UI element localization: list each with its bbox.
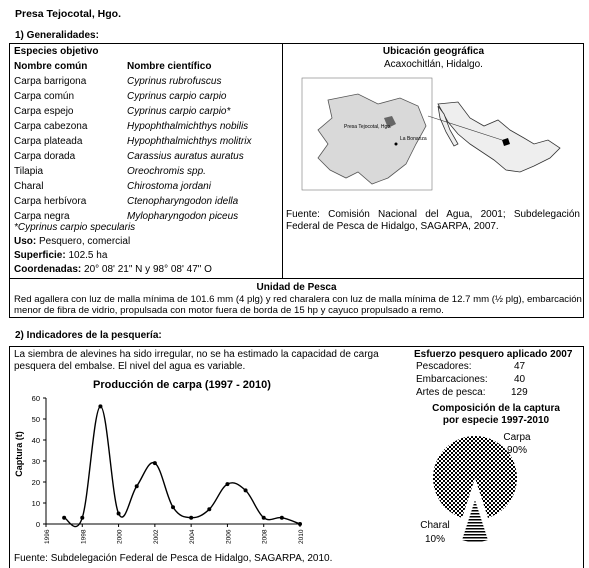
- data-point: [153, 461, 157, 465]
- superficie-label: Superficie:: [14, 250, 66, 261]
- mexico-country-shape: [438, 102, 560, 172]
- effort-value: 129: [511, 387, 528, 398]
- map-source: Fuente: Comisión Nacional del Agua, 2001; Subdelegación Federal de Pesca de Hidalgo, SAGARPA, 2007.: [286, 209, 580, 232]
- y-tick-label: 60: [31, 394, 40, 403]
- scientific-name: Chirostoma jordani: [127, 181, 211, 192]
- y-tick-label: 50: [31, 415, 40, 424]
- x-tick-label: 2000: [116, 529, 124, 544]
- species-list: [14, 76, 279, 226]
- chart-axes: [46, 398, 300, 524]
- scientific-name: Ctenopharyngodon idella: [127, 196, 239, 207]
- species-footnote: *Cyprinus carpio specularis: [14, 222, 136, 233]
- common-name: Carpa negra: [14, 211, 70, 222]
- town-marker: [395, 143, 398, 146]
- location-map: [288, 74, 578, 204]
- scientific-name: Hypophthalmichthys molitrix: [127, 136, 252, 147]
- effort-value: 40: [514, 374, 526, 385]
- data-point: [80, 516, 84, 520]
- composition-pie-chart: [405, 426, 583, 548]
- species-heading: Especies objetivo: [14, 46, 99, 57]
- data-point: [62, 516, 66, 520]
- map-heading: Ubicación geográfica: [382, 46, 485, 57]
- x-tick-label: 2002: [152, 529, 160, 544]
- common-name: Carpa común: [14, 91, 75, 102]
- chart-source: Fuente: Subdelegación Federal de Pesca de Hidalgo, SAGARPA, 2010.: [14, 553, 333, 564]
- scientific-name: Cyprinus carpio carpio: [127, 91, 227, 102]
- common-name: Carpa herbívora: [14, 196, 87, 207]
- coordenadas-value: 20° 08' 21" N y 98° 08' 47" O: [81, 264, 212, 275]
- x-tick-label: 1996: [44, 529, 51, 544]
- scientific-name: Cyprinus carpio carpio*: [127, 106, 231, 117]
- x-tick-label: 1998: [80, 529, 88, 544]
- vertical-divider: [282, 43, 283, 278]
- coordenadas-line: [14, 264, 212, 275]
- pie-label-carpa: Carpa: [503, 432, 531, 443]
- map-label-dam: Presa Tejocotal, Hgo.: [344, 124, 392, 130]
- map-subheading: Acaxochitlán, Hidalgo.: [384, 59, 483, 70]
- horizontal-divider: [9, 278, 584, 279]
- effort-list: [414, 361, 584, 401]
- pie-value-charal: 10%: [424, 534, 446, 545]
- scientific-name: Oreochromis spp.: [127, 166, 206, 177]
- scientific-name: Hypophthalmichthys nobilis: [127, 121, 249, 132]
- x-tick-label: 2004: [189, 529, 197, 544]
- intro-text: La siembra de alevines ha sido irregular, no se ha estimado la capacidad de carga pesquera del embalse. El nivel del agua es variable.: [14, 349, 379, 372]
- uso-value: Pesquero, comercial: [36, 236, 131, 247]
- common-name: Carpa barrigona: [14, 76, 87, 87]
- common-name: Carpa cabezona: [14, 121, 88, 132]
- effort-label: Pescadores:: [416, 361, 472, 372]
- data-point: [244, 488, 248, 492]
- data-point: [225, 482, 229, 486]
- scientific-name: Carassius auratus auratus: [127, 151, 244, 162]
- data-point: [207, 507, 211, 511]
- x-tick-label: 2010: [298, 529, 305, 544]
- page-title: Presa Tejocotal, Hgo.: [15, 8, 121, 20]
- common-name: Carpa dorada: [14, 151, 76, 162]
- effort-value: 47: [514, 361, 526, 372]
- data-point: [135, 484, 139, 488]
- common-name: Carpa espejo: [14, 106, 74, 117]
- scientific-name: Cyprinus rubrofuscus: [127, 76, 222, 87]
- composition-title: Composición de la captura por especie 1997-2010: [432, 403, 560, 426]
- uso-label: Uso:: [14, 236, 37, 247]
- effort-label: Embarcaciones:: [416, 374, 488, 385]
- data-point: [117, 512, 121, 516]
- y-tick-label: 20: [31, 478, 40, 487]
- data-point: [280, 516, 284, 520]
- production-points: [62, 404, 302, 526]
- pie-value-carpa: 90%: [506, 445, 528, 456]
- common-name: Tilapia: [14, 166, 44, 177]
- data-point: [189, 516, 193, 520]
- y-tick-label: 0: [35, 520, 40, 529]
- data-point: [298, 522, 302, 526]
- production-curve: [64, 406, 300, 526]
- x-tick-label: 2008: [261, 529, 269, 544]
- y-axis-title: Captura (t): [14, 431, 24, 477]
- fishing-unit-text: Red agallera con luz de malla mínima de 101.6 mm (4 plg) y red charalera con luz de malla mínima de 12.7 mm (½ plg), embarcación menor de fibra de vidrio, propulsada con motor fuera de borda de 15 hp y cayuco propulsado a remo.: [14, 294, 582, 316]
- x-tick-label: 2006: [225, 529, 233, 544]
- effort-label: Artes de pesca:: [416, 387, 486, 398]
- effort-heading: Esfuerzo pesquero aplicado 2007: [414, 349, 573, 360]
- superficie-value: 102.5 ha: [65, 250, 108, 261]
- chart-title: Producción de carpa (1997 - 2010): [93, 379, 271, 391]
- data-point: [171, 505, 175, 509]
- coordenadas-label: Coordenadas:: [14, 264, 82, 275]
- fishing-unit-heading: Unidad de Pesca: [256, 282, 337, 293]
- pie-slice-charal: [462, 500, 488, 542]
- map-label-town: La Bonanza: [400, 136, 427, 142]
- chart-ticks: [32, 394, 305, 544]
- y-tick-label: 30: [31, 457, 40, 466]
- section2-heading: 2) Indicadores de la pesquería:: [15, 330, 162, 341]
- data-point: [98, 404, 102, 408]
- common-name: Carpa plateada: [14, 136, 83, 147]
- common-name: Charal: [14, 181, 44, 192]
- superficie-line: [14, 250, 107, 261]
- data-point: [262, 516, 266, 520]
- section1-heading: 1) Generalidades:: [15, 30, 99, 41]
- y-tick-label: 10: [31, 499, 40, 508]
- col-scientific-name: Nombre científico: [127, 61, 212, 72]
- uso-line: [14, 236, 130, 247]
- scientific-name: Mylopharyngodon piceus: [127, 211, 239, 222]
- production-chart: [10, 374, 310, 552]
- y-tick-label: 40: [31, 436, 40, 445]
- col-common-name: Nombre común: [14, 61, 88, 72]
- pie-label-charal: Charal: [420, 520, 450, 531]
